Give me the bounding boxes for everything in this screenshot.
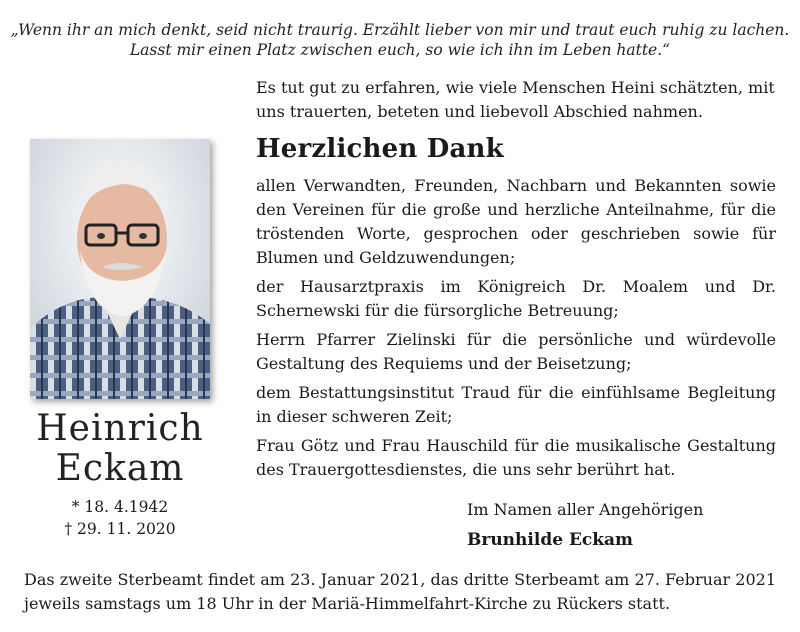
deceased-last-name: Eckam: [55, 448, 185, 489]
portrait-illustration: [30, 139, 210, 399]
thanks-item: allen Verwandten, Freunden, Nachbarn und Bekannten sowie den Vereinen für die große und herzliche Anteilnahme, für die tröstenden Worte, gesprochen oder geschrieben sowie für Blumen und Geldzuwendungen;: [256, 176, 776, 267]
birth-date: * 18. 4.1942: [71, 498, 169, 516]
thanks-heading: Herzlichen Dank: [256, 134, 504, 164]
portrait-photo: [30, 139, 210, 399]
thanks-item: Herrn Pfarrer Zielinski für die persönliche und würdevolle Gestaltung des Requiems und der Beisetzung;: [256, 330, 776, 373]
signoff-text: Im Namen aller Angehörigen: [467, 500, 704, 519]
death-date: † 29. 11. 2020: [64, 520, 176, 538]
memorial-quote: [0, 20, 800, 60]
quote-line-2: Lasst mir einen Platz zwischen euch, so wie ich ihn im Leben hatte.“: [129, 41, 671, 59]
service-notice: Das zweite Sterbeamt findet am 23. Januar 2021, das dritte Sterbeamt am 27. Februar 2021 jeweils samstags um 18 Uhr in der Mariä-Himmelfahrt-Kirche zu Rückers statt.: [24, 570, 776, 613]
thanks-item: der Hausarztpraxis im Königreich Dr. Moalem und Dr. Schernewski für die fürsorgliche Betreuung;: [256, 277, 776, 320]
thanks-item: dem Bestattungsinstitut Traud für die einfühlsame Begleitung in dieser schweren Zeit;: [256, 383, 776, 426]
thanks-item: Frau Götz und Frau Hauschild für die musikalische Gestaltung des Trauergottesdienstes, die uns sehr berührt hat.: [256, 436, 776, 479]
deceased-first-name: Heinrich: [36, 408, 204, 449]
thanks-list: [256, 174, 776, 487]
intro-text: Es tut gut zu erfahren, wie viele Menschen Heini schätzten, mit uns trauerten, beteten und liebevoll Abschied nahmen.: [256, 78, 775, 121]
quote-line-1: „Wenn ihr an mich denkt, seid nicht traurig. Erzählt lieber von mir und traut euch ruhig zu lachen.: [10, 21, 790, 39]
signer-name: Brunhilde Eckam: [467, 530, 634, 550]
